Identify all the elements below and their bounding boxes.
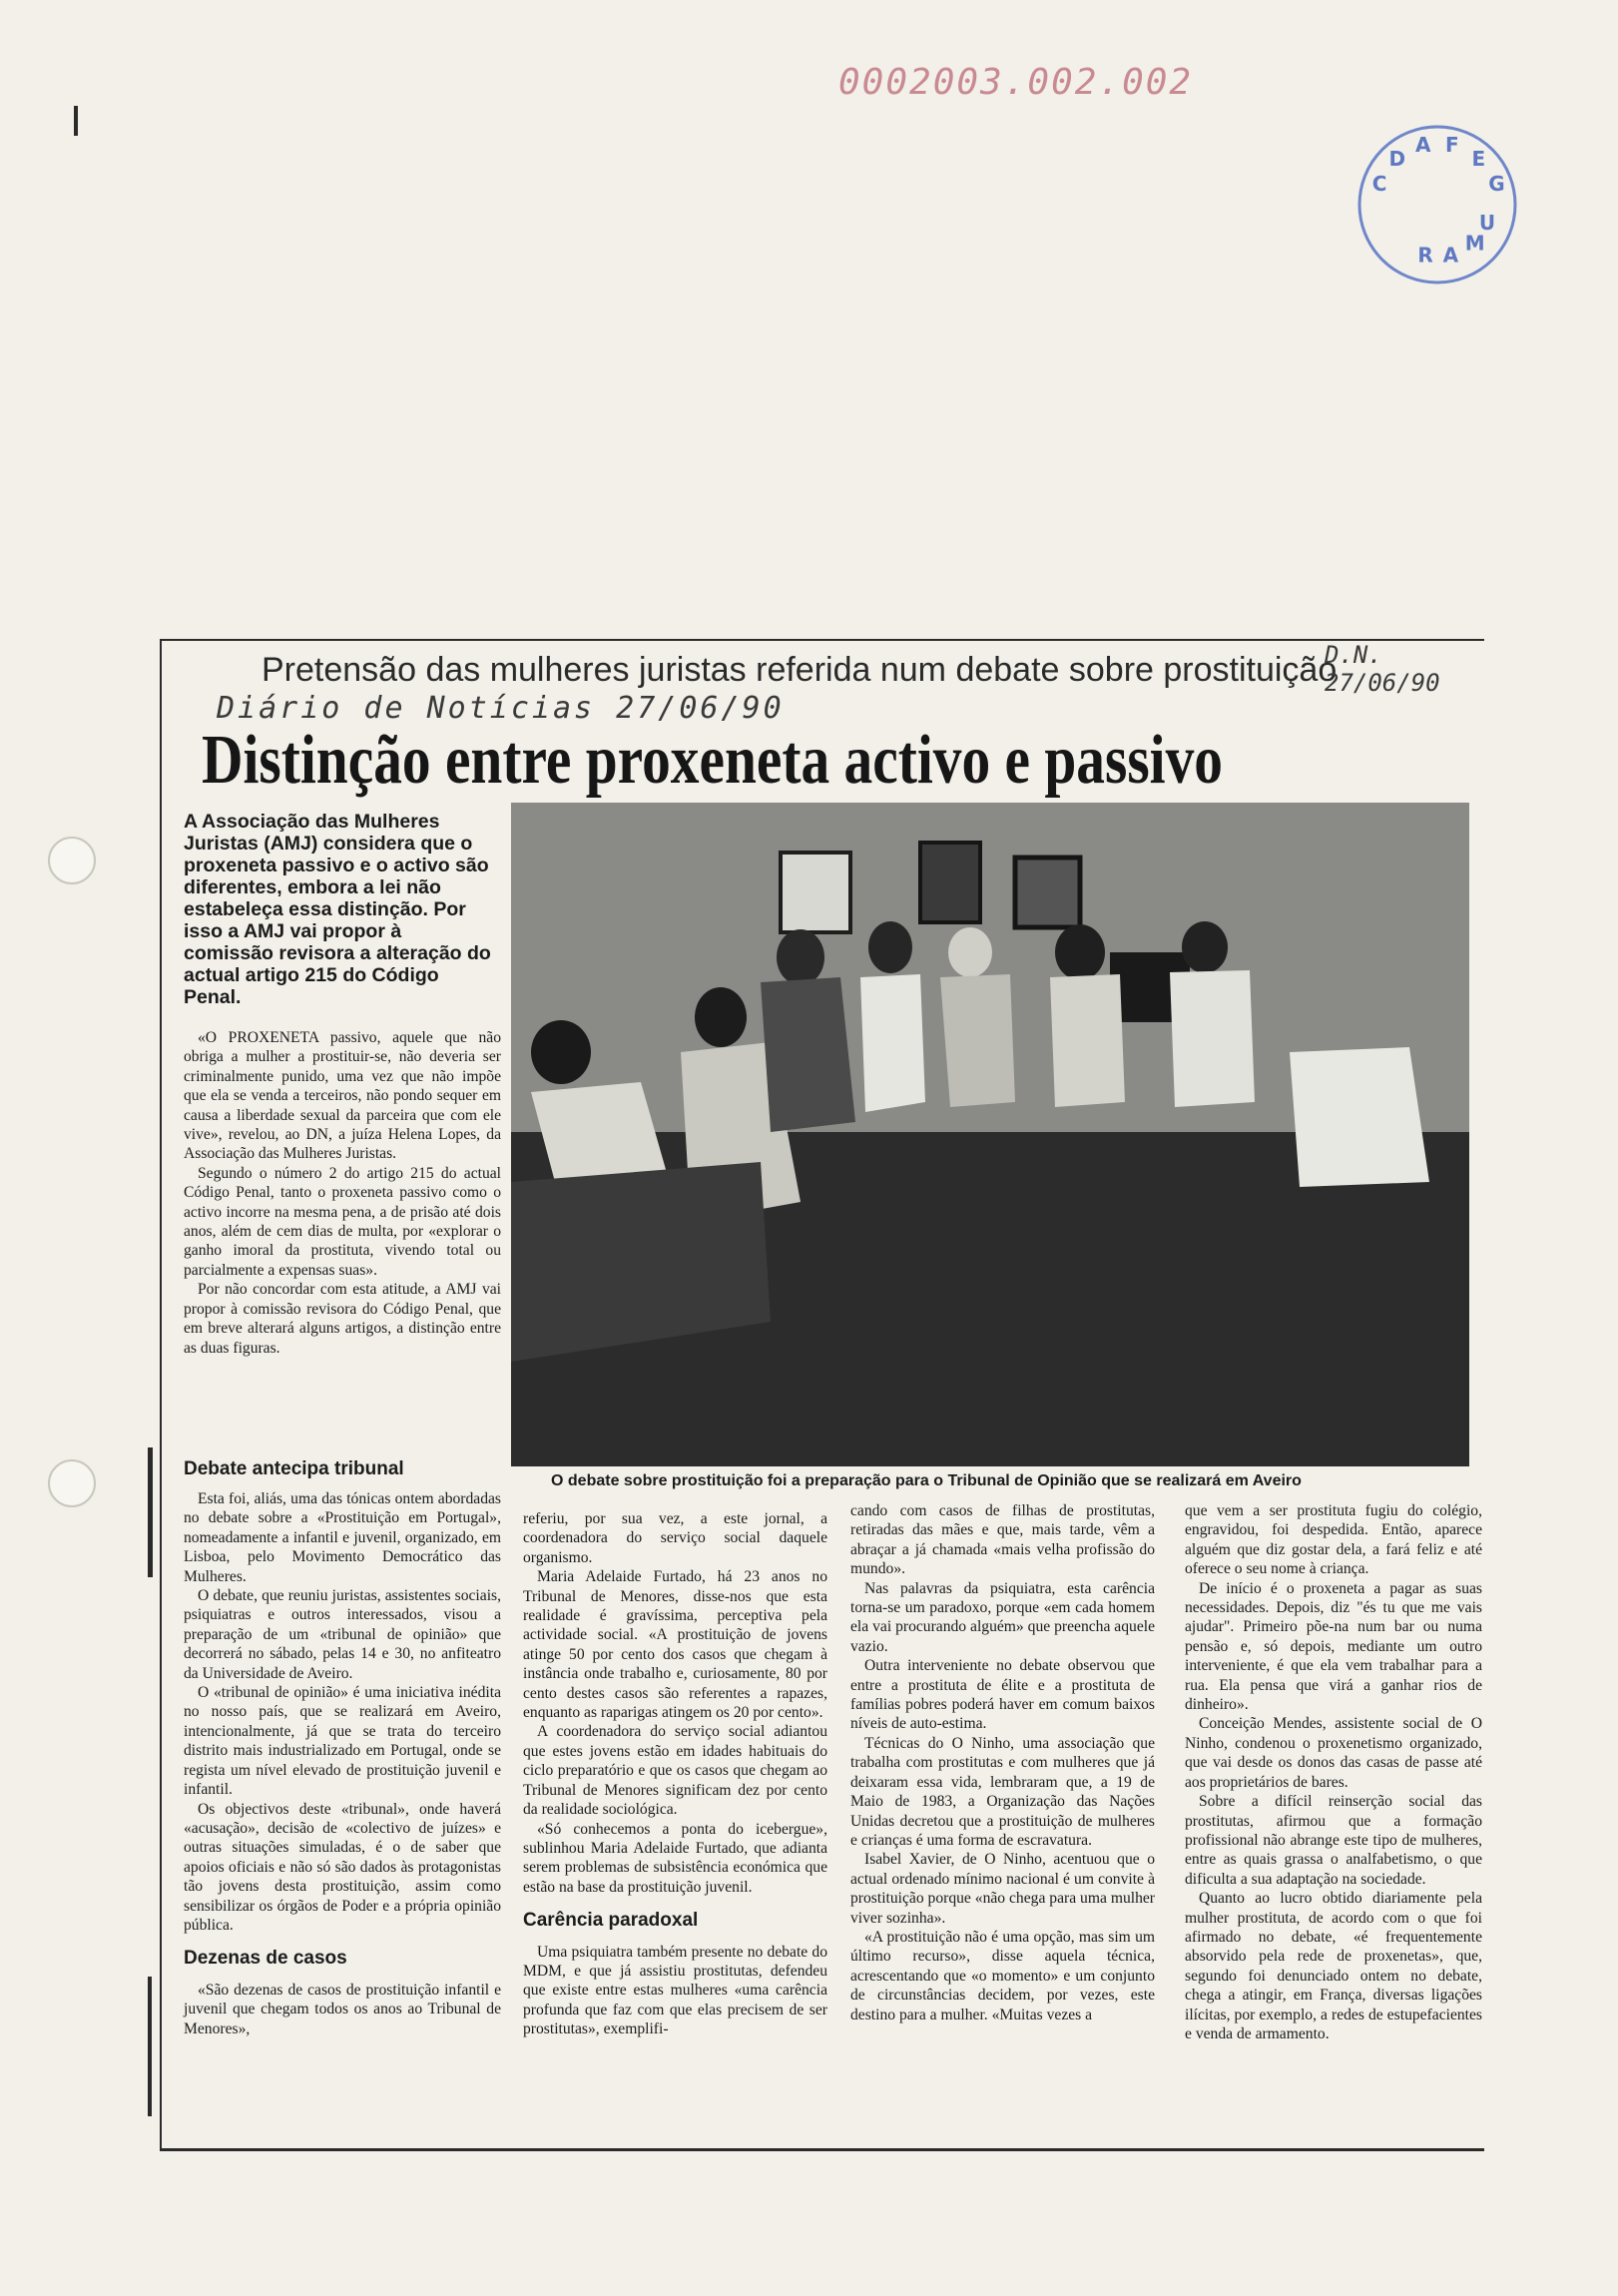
paragraph: «O PROXENETA passivo, aquele que não obriga a mulher a prostituir-se, não deveria ser criminalmente punido, uma vez que não impõe que ela se venda a terceiros, não pondo sequer em causa a liberdade sexual da parceira que com ele vive», revelou, ao DN, a juíza Helena Lopes, da Associação das Mulheres Juristas. xyxy=(184,1029,501,1163)
paragraph: Isabel Xavier, de O Ninho, acentuou que o actual ordenado mínimo nacional é um convite à prostituição porque «não chega para uma mulher viver sozinha». xyxy=(850,1851,1155,1927)
article-column-2 xyxy=(523,1509,827,2039)
edge-mark xyxy=(148,1977,152,2116)
article-headline: Distinção entre proxeneta activo e passivo xyxy=(202,722,1224,799)
stamp-letter: F xyxy=(1445,132,1459,157)
stamp-letter: A xyxy=(1442,243,1459,268)
stamp-letter: U xyxy=(1478,210,1496,235)
article-column-1-bottom xyxy=(184,1489,501,2038)
paragraph: Maria Adelaide Furtado, há 23 anos no Tribunal de Menores, disse-nos que esta realidade é gravíssima, perceptiva pela actividade social. «A prostituição de jovens atinge 50 por cento dos casos que chegam à instância onde trabalho e, curiosamente, 80 por cento destes casos são referentes a rapazes, enquanto as raparigas atingem os 20 por cento». xyxy=(523,1568,827,1722)
archive-stamp xyxy=(1352,120,1522,289)
paragraph: Nas palavras da psiquiatra, esta carência torna-se um paradoxo, porque «em cada homem ela vai procurando alguém» que preencha aquele vazio. xyxy=(850,1579,1155,1655)
stamp-letter: G xyxy=(1488,171,1505,196)
paragraph: Técnicas do O Ninho, uma associação que trabalha com prostitutas e com mulheres que já deixaram essa vida, lembraram que, a 19 de Maio de 1983, a Organização das Nações Unidas decretou que a prostituição de mulheres e crianças é uma forma de escravatura. xyxy=(850,1734,1155,1849)
paragraph: cando com casos de filhas de prostitutas, retiradas das mães e que, mais tarde, vêm a abraçar a já chamada «mais velha profissão do mundo». xyxy=(850,1502,1155,1578)
archive-reference-number: 0002003.002.002 xyxy=(838,62,1194,103)
paragraph: Por não concordar com esta atitude, a AMJ vai propor à comissão revisora do Código Penal, que em breve alterará alguns artigos, a distinção entre as duas figuras. xyxy=(184,1281,501,1357)
paragraph: Conceição Mendes, assistente social de O Ninho, condenou o proxenetismo organizado, que vai desde os donos das casas de passe até aos proprietários de bares. xyxy=(1185,1715,1482,1791)
debate-photo xyxy=(511,803,1469,1466)
paragraph: A coordenadora do serviço social adiantou que estes jovens estão em idades habituais do ciclo preparatório e que os casos que chegam ao Tribunal de Menores significam dez por cento da realidade sociológica. xyxy=(523,1723,827,1819)
article-column-1-top xyxy=(184,1028,501,1358)
handwritten-date-note: D.N. 27/06/90 xyxy=(1325,641,1440,697)
newspaper-clipping xyxy=(160,639,1484,2151)
paragraph: Quanto ao lucro obtido diariamente pela mulher prostituta, de acordo com o que foi afirmado no debate, «é frequentemente absorvido pela rede de proxenetas», que, segundo foi denunciado ontem no debate, chega a atingir, em França, diversas ligações ilícitas, por exemplo, a redes de estupefacientes e venda de armamento. xyxy=(1185,1890,1482,2042)
article-kicker: Pretensão das mulheres juristas referida num debate sobre prostituição xyxy=(262,651,1338,689)
paragraph: «São dezenas de casos de prostituição infantil e juvenil que chegam todos os anos ao Tribunal de Menores», xyxy=(184,1981,501,2037)
paragraph: De início é o proxeneta a pagar as suas necessidades. Depois, diz "és tu que me vais ajudar". Primeiro põe-na num bar ou numa pensão e, só depois, mediante um outro interveniente, é que ela vem trabalhar para a rua. Ela pensa que virá a ganhar rios de dinheiro». xyxy=(1185,1579,1482,1714)
paragraph: Segundo o número 2 do artigo 215 do actual Código Penal, tanto o proxeneta passivo como o activo incorre na mesma pena, a de prisão até dois anos, além de cem dias de multa, por «explorar o ganho imoral da prostituta, vivendo total ou parcialmente a expensas suas». xyxy=(184,1164,501,1279)
article-lede: A Associação das Mulheres Juristas (AMJ) considera que o proxeneta passivo e o activo são diferentes, embora a lei não estabeleça essa distinção. Por isso a AMJ vai propor à comissão revisora a alteração do actual artigo 215 do Código Penal. xyxy=(184,811,491,1008)
subheading-carencia: Carência paradoxal xyxy=(523,1910,699,1932)
paragraph: referiu, por sua vez, a este jornal, a coordenadora do serviço social daquele organismo. xyxy=(523,1510,827,1566)
stamp-letter: R xyxy=(1417,243,1433,268)
paragraph: «A prostituição não é uma opção, mas sim um último recurso», disse aquela técnica, acrescentando que «o momento» e um conjunto de circunstâncias decidem, por vezes, este destino para a mulher. «Muitas vezes a xyxy=(850,1928,1155,2023)
paragraph: O «tribunal de opinião» é uma iniciativa inédita no nosso país, que se realizará em Aveiro, intencionalmente, já que se trata do terceiro distrito mais industrializado em Portugal, onde se regista um nível elevado de prostituição juvenil e infantil. xyxy=(184,1684,501,1799)
photo-caption: O debate sobre prostituição foi a preparação para o Tribunal de Opinião que se realizará em Aveiro xyxy=(551,1472,1302,1489)
subheading-dezenas: Dezenas de casos xyxy=(184,1948,347,1970)
stamp-letter: A xyxy=(1415,132,1431,157)
punch-hole xyxy=(48,1459,96,1507)
paragraph: Esta foi, aliás, uma das tónicas ontem abordadas no debate sobre a «Prostituição em Portugal», nomeadamente a infantil e juvenil, organizado, em Lisboa, pelo Movimento Democrático das Mulheres. xyxy=(184,1490,501,1585)
subheading-debate: Debate antecipa tribunal xyxy=(184,1458,404,1479)
stamp-letter: E xyxy=(1471,146,1486,171)
paragraph: O debate, que reuniu juristas, assistentes sociais, psiquiatras e outros interessados, visou a preparação de um «tribunal de opinião» que decorrerá no sábado, pelas 14 e 30, no anfiteatro da Universidade de Aveiro. xyxy=(184,1587,501,1682)
article-column-4 xyxy=(1185,1501,1482,2043)
paragraph: Sobre a difícil reinserção social das prostitutas, afirmou que a formação profissional não abrange este tipo de mulheres, entre as quais grassa o analfabetismo, o que dificulta a sua adaptação na sociedade. xyxy=(1185,1793,1482,1888)
paragraph: que vem a ser prostituta fugiu do colégio, engravidou, foi despedida. Então, aparece alguém que diz gostar dela, a fará feliz e até oferece o seu nome à criança. xyxy=(1185,1502,1482,1578)
paragraph: Os objectivos deste «tribunal», onde haverá «acusação», decisão de «colectivo de juízes» e outras situações simuladas, é o de saber que apoios oficiais e não só são dados às protagonistas tão jovens desta prostituição, assim como sensibilizar os órgãos de Poder e a própria opinião pública. xyxy=(184,1800,501,1934)
paragraph: Outra interveniente no debate observou que entre a prostituta de élite e a prostituta de famílias pobres poderá haver em comum baixos níveis de auto-estima. xyxy=(850,1657,1155,1733)
handwritten-source-note: Diário de Notícias 27/06/90 xyxy=(217,691,785,726)
paragraph: «Só conhecemos a ponta do icebergue», sublinhou Maria Adelaide Furtado, que adianta serem problemas de subsistência económica que estão na base da prostituição juvenil. xyxy=(523,1820,827,1896)
article-column-3 xyxy=(850,1501,1155,2024)
punch-hole xyxy=(48,837,96,884)
paragraph: Uma psiquiatra também presente no debate do MDM, e que já assistiu prostitutas, defendeu que existe entre estas mulheres «uma carência profunda que faz com que elas precisem de ser prostitutas», exemplifi- xyxy=(523,1943,827,2038)
edge-mark xyxy=(74,106,78,136)
stamp-letter: C xyxy=(1371,171,1387,196)
edge-mark xyxy=(148,1447,153,1577)
stamp-letter: D xyxy=(1388,146,1406,171)
stamp-letter: M xyxy=(1464,231,1485,256)
